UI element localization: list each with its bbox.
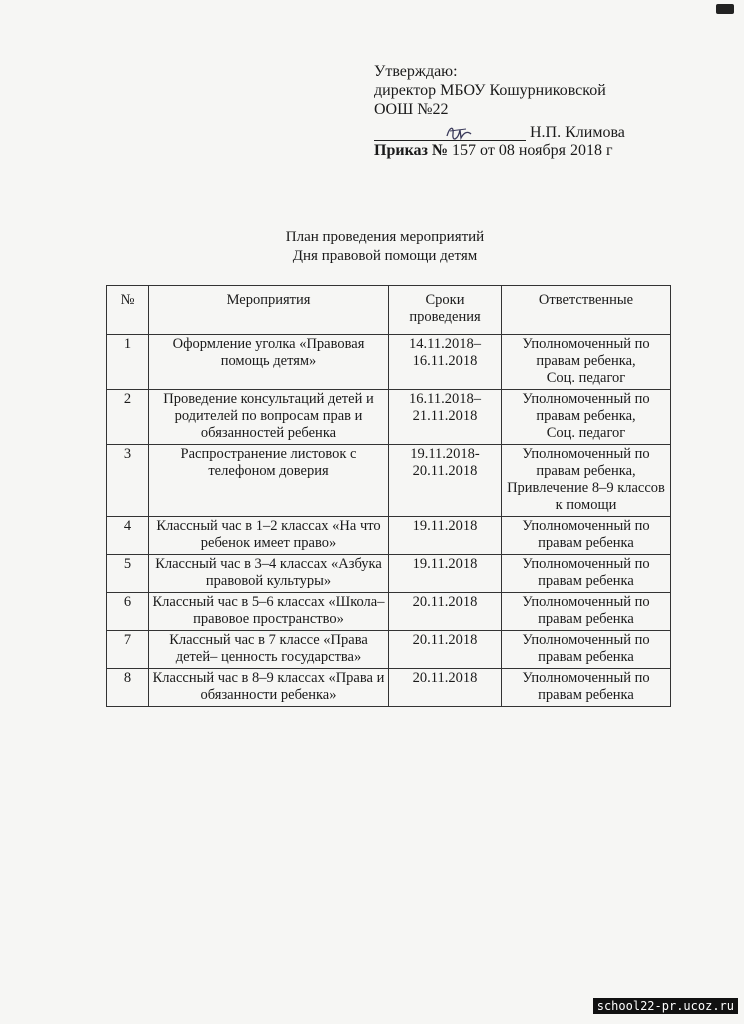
table-header-row bbox=[107, 286, 671, 335]
responsible-line: Уполномоченный по правам ребенка, bbox=[522, 446, 650, 479]
approval-heading: Утверждаю: bbox=[374, 63, 458, 80]
scan-mark bbox=[716, 4, 734, 14]
row-responsible bbox=[502, 335, 671, 390]
row-dates: 19.11.2018 bbox=[389, 517, 502, 555]
row-responsible bbox=[502, 555, 671, 593]
table-row bbox=[107, 593, 671, 631]
events-table bbox=[106, 285, 671, 707]
order-details: 157 от 08 ноября 2018 г bbox=[448, 142, 613, 159]
row-responsible bbox=[502, 631, 671, 669]
signature-row bbox=[374, 120, 644, 141]
table-row bbox=[107, 335, 671, 390]
row-dates: 20.11.2018 bbox=[389, 631, 502, 669]
row-dates: 16.11.2018–21.11.2018 bbox=[389, 390, 502, 445]
site-watermark: school22-pr.ucoz.ru bbox=[593, 998, 738, 1014]
row-responsible bbox=[502, 445, 671, 517]
order-label: Приказ № bbox=[374, 142, 449, 159]
responsible-line: Уполномоченный по правам ребенка bbox=[522, 518, 650, 551]
row-event: Распространение листовок с телефоном доверия bbox=[149, 445, 389, 517]
order-line bbox=[374, 141, 644, 160]
row-number: 5 bbox=[107, 555, 149, 593]
responsible-line: Привлечение 8–9 классов к помощи bbox=[507, 480, 665, 513]
row-responsible bbox=[502, 593, 671, 631]
responsible-line: Уполномоченный по правам ребенка, bbox=[522, 336, 650, 369]
row-number: 8 bbox=[107, 669, 149, 707]
responsible-line: Уполномоченный по правам ребенка bbox=[522, 594, 650, 627]
row-number: 6 bbox=[107, 593, 149, 631]
row-event: Оформление уголка «Правовая помощь детям» bbox=[149, 335, 389, 390]
document-title bbox=[230, 228, 540, 266]
responsible-line: Соц. педагог bbox=[546, 370, 626, 386]
table-row bbox=[107, 390, 671, 445]
header-responsible: Ответственные bbox=[502, 286, 671, 335]
responsible-line: Уполномоченный по правам ребенка bbox=[522, 670, 650, 703]
signature-mark bbox=[444, 122, 474, 144]
row-dates: 20.11.2018 bbox=[389, 669, 502, 707]
signer-name: Н.П. Климова bbox=[530, 124, 625, 141]
row-responsible bbox=[502, 669, 671, 707]
approval-position: директор МБОУ Кошурниковской bbox=[374, 82, 606, 99]
row-event: Классный час в 3–4 классах «Азбука правовой культуры» bbox=[149, 555, 389, 593]
header-dates: Сроки проведения bbox=[389, 286, 502, 335]
header-number: № bbox=[107, 286, 149, 335]
approval-school: ООШ №22 bbox=[374, 101, 449, 118]
row-dates: 14.11.2018–16.11.2018 bbox=[389, 335, 502, 390]
row-dates: 19.11.2018-20.11.2018 bbox=[389, 445, 502, 517]
table-row bbox=[107, 669, 671, 707]
row-event: Классный час в 8–9 классах «Права и обязанности ребенка» bbox=[149, 669, 389, 707]
row-responsible bbox=[502, 517, 671, 555]
table-row bbox=[107, 555, 671, 593]
header-events: Мероприятия bbox=[149, 286, 389, 335]
row-number: 2 bbox=[107, 390, 149, 445]
table-row bbox=[107, 445, 671, 517]
row-number: 4 bbox=[107, 517, 149, 555]
row-responsible bbox=[502, 390, 671, 445]
responsible-line: Уполномоченный по правам ребенка bbox=[522, 556, 650, 589]
row-dates: 20.11.2018 bbox=[389, 593, 502, 631]
row-number: 7 bbox=[107, 631, 149, 669]
table-row bbox=[107, 517, 671, 555]
table-row bbox=[107, 631, 671, 669]
responsible-line: Соц. педагог bbox=[546, 425, 626, 441]
responsible-line: Уполномоченный по правам ребенка bbox=[522, 632, 650, 665]
row-event: Классный час в 7 классе «Права детей– ценность государства» bbox=[149, 631, 389, 669]
approval-block bbox=[374, 62, 644, 160]
row-dates: 19.11.2018 bbox=[389, 555, 502, 593]
title-line-2: Дня правовой помощи детям bbox=[292, 248, 478, 264]
row-event: Проведение консультаций детей и родителей по вопросам прав и обязанностей ребенка bbox=[149, 390, 389, 445]
title-line-1: План проведения мероприятий bbox=[285, 229, 485, 245]
row-number: 3 bbox=[107, 445, 149, 517]
row-number: 1 bbox=[107, 335, 149, 390]
row-event: Классный час в 1–2 классах «На что ребенок имеет право» bbox=[149, 517, 389, 555]
responsible-line: Уполномоченный по правам ребенка, bbox=[522, 391, 650, 424]
row-event: Классный час в 5–6 классах «Школа– правовое пространство» bbox=[149, 593, 389, 631]
